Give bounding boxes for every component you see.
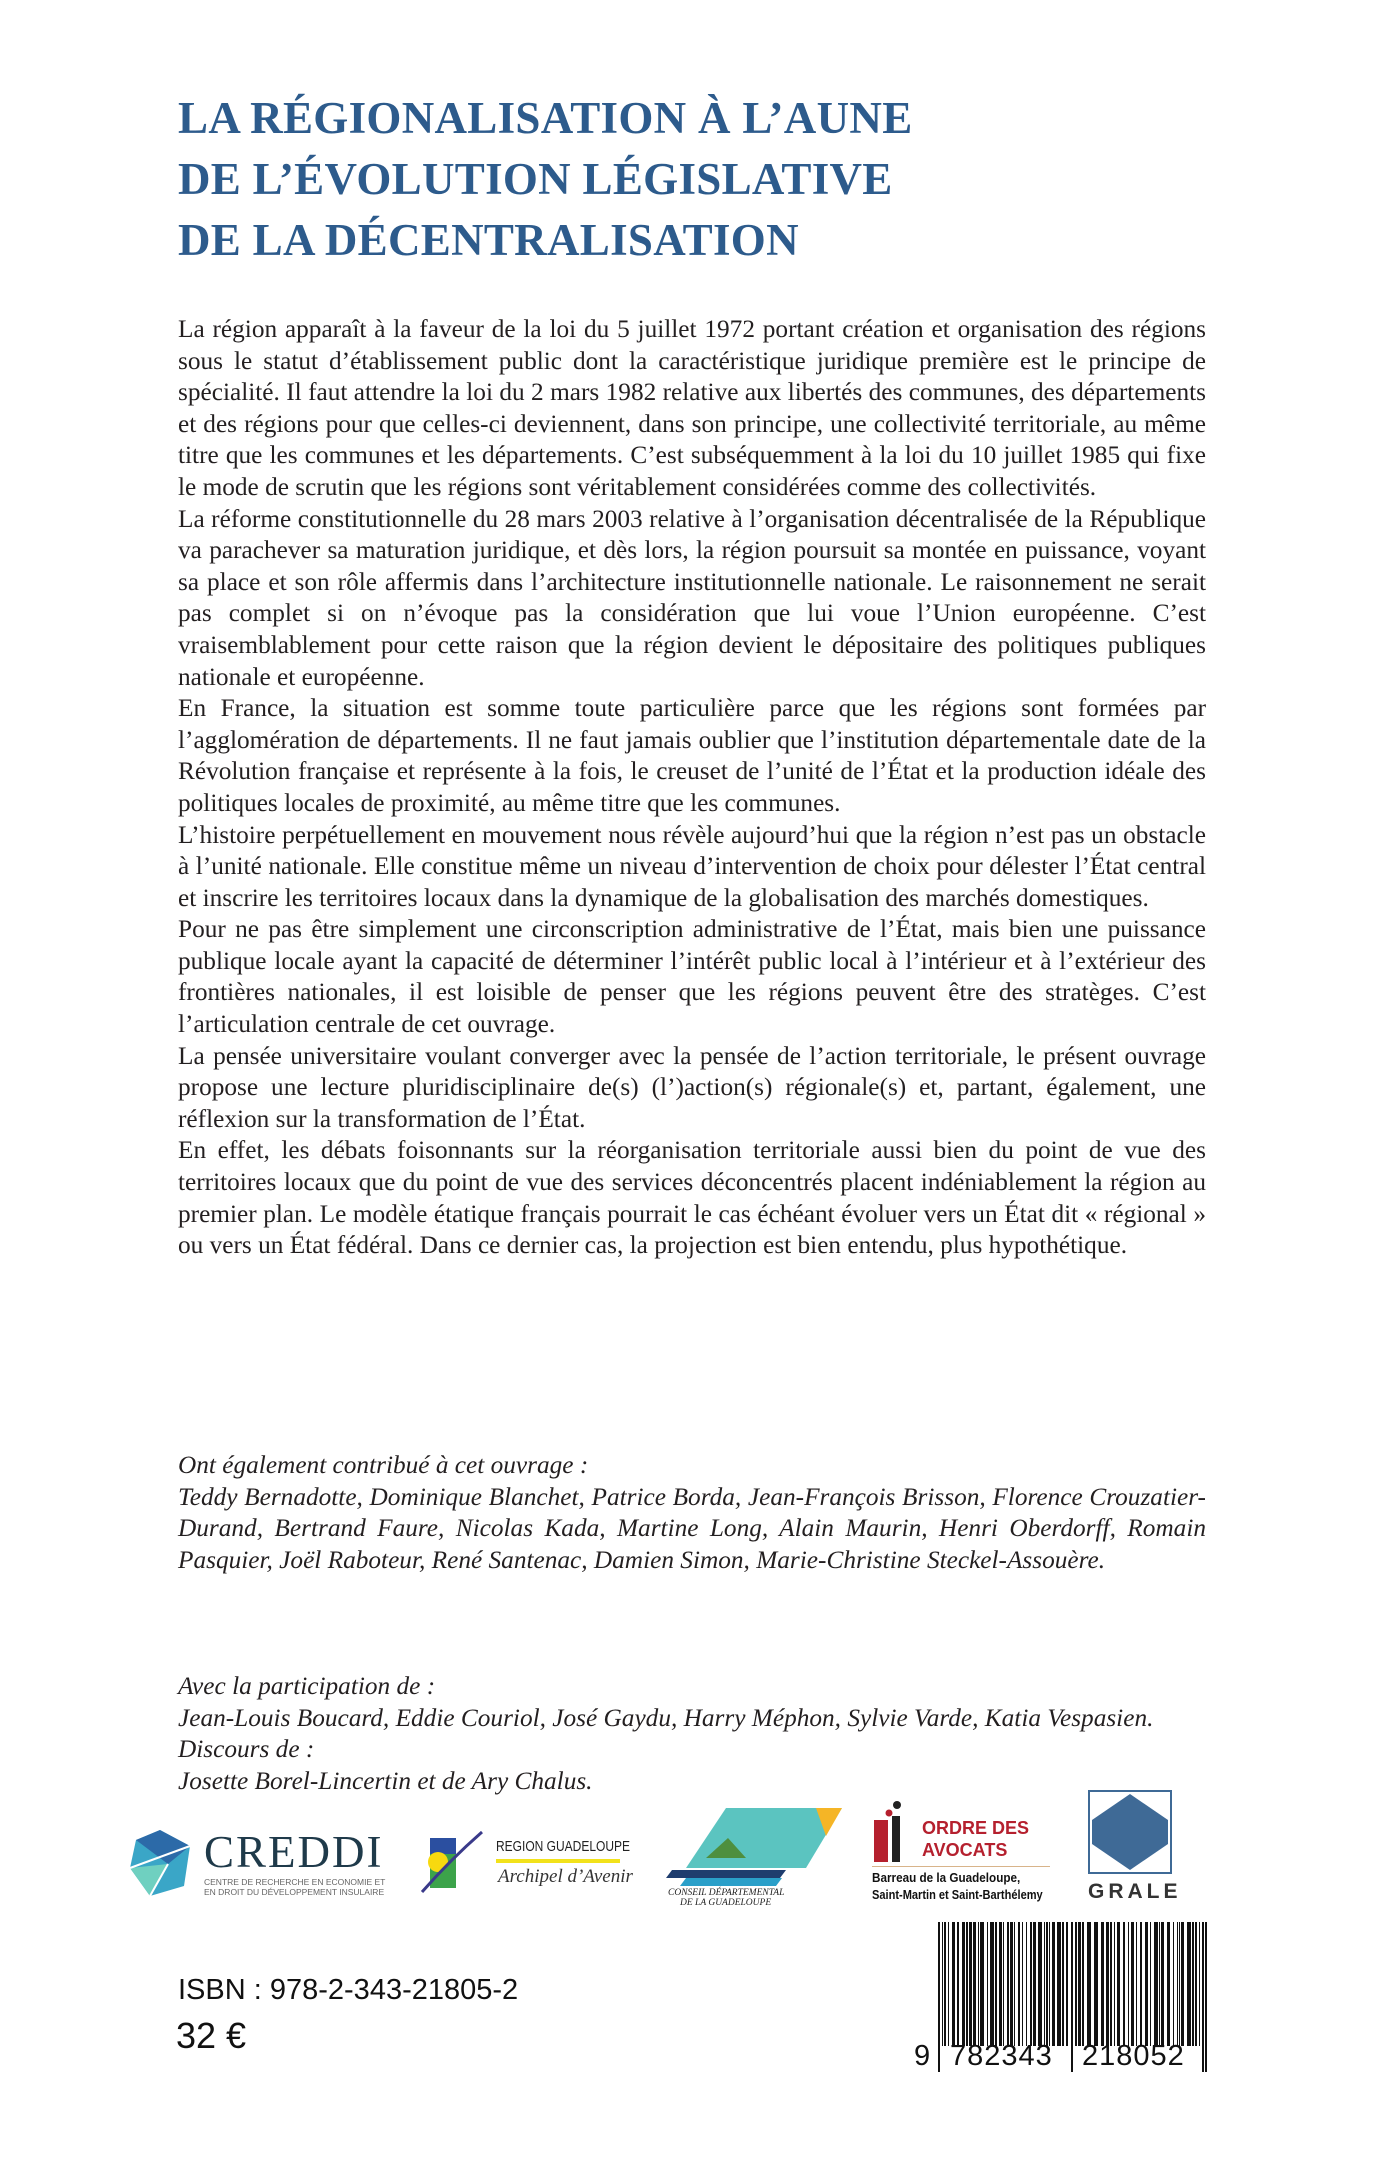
title-line: DE L’ÉVOLUTION LÉGISLATIVE <box>178 154 893 204</box>
price: 32 € <box>176 2015 247 2056</box>
avocats-rule <box>872 1866 1050 1867</box>
barcode-bar <box>948 1922 949 2046</box>
creddi-sub: EN DROIT DU DÉVELOPPEMENT INSULAIRE <box>204 1887 385 1897</box>
barcode-bar <box>1154 1922 1158 2046</box>
barcode-bar <box>962 1922 965 2046</box>
barcode-bar <box>987 1922 988 2046</box>
barcode-bar <box>1082 1922 1084 2046</box>
barcode-bar <box>1177 1922 1178 2046</box>
paragraph: La région apparaît à la faveur de la loi du 5 juillet 1972 portant création et organisation des régions sous le statut d’établissement public dont la caractéristique juridique première est le principe de spécialité. Il faut attendre la loi du 2 mars 1982 relative aux libertés des communes, des départements et des régions pour que celles-ci deviennent, dans son principe, une collectivité territoriale, au même titre que les communes et les départements. C’est subséquemment à la loi du 10 juillet 1985 qui fixe le mode de scrutin que les régions sont véritablement considérées comme des collectivités. <box>178 315 1206 501</box>
barcode-bar <box>1046 1922 1048 2046</box>
title-line: LA RÉGIONALISATION À L’AUNE <box>178 93 913 143</box>
grale-emblem-icon <box>1088 1790 1172 1874</box>
barcode-bar <box>978 1922 979 2046</box>
barcode-bar <box>1110 1922 1112 2046</box>
region-emblem-icon <box>420 1830 490 1896</box>
barcode-bar <box>1114 1922 1115 2046</box>
contributors-names: Teddy Bernadotte, Dominique Blanchet, Patrice Borda, Jean-François Brisson, Florence Crouzatier-Durand, Bertrand Faure, Nicolas Kada, Martine Long, Alain Maurin, Henri Oberdorff, Romain Pasquier, Joël Raboteur, René Santenac, Damien Simon, Marie-Christine Steckel-Assouère. <box>178 1482 1206 1574</box>
barcode-bar <box>1071 1922 1073 2072</box>
barcode-bar <box>1026 1922 1027 2046</box>
avocats-sub: Saint-Martin et Saint-Barthélemy <box>872 1887 1043 1902</box>
barcode-bar <box>942 1922 943 2046</box>
barcode-bar <box>995 1922 997 2046</box>
conseil-line: CONSEIL DÉPARTEMENTAL <box>668 1888 785 1898</box>
paragraph: En France, la situation est somme toute particulière parce que les régions sont formées par l’agglomération de départements. Il ne faut jamais oublier que l’institution départementale date de la Révolution française et représente à la fois, le creuset de l’unité de l’État et la production idéale des politiques locales de proximité, au même titre que les communes. <box>178 694 1206 817</box>
barcode-bar <box>1030 1922 1032 2046</box>
barcode-bar <box>1140 1922 1142 2046</box>
barcode-bar <box>1066 1922 1068 2046</box>
barcode-bar <box>1022 1922 1023 2046</box>
avocats-emblem-icon <box>872 1800 912 1864</box>
barcode-bar <box>1181 1922 1184 2046</box>
barcode-bar <box>980 1922 984 2046</box>
barcode-bar <box>1094 1922 1098 2046</box>
barcode-bar <box>1173 1922 1174 2046</box>
paragraph: Pour ne pas être simplement une circonscription administrative de l’État, mais bien une puissance publique locale ayant la capacité de déterminer l’intérêt public local à l’intérieur et à l’extérieur des frontières nationales, il est loisible de penser que les régions peuvent être des stratèges. C’est l’articulation centrale de cet ouvrage. <box>178 915 1206 1039</box>
creddi-emblem-icon <box>124 1828 196 1898</box>
book-title <box>178 88 913 271</box>
barcode-bar <box>952 1922 955 2046</box>
barcode-bar <box>969 1922 972 2046</box>
barcode-bar <box>1128 1922 1129 2046</box>
barcode-bar <box>1062 1922 1064 2046</box>
barcode-bar <box>1159 1922 1160 2046</box>
barcode-bar <box>1010 1922 1013 2046</box>
barcode-bar <box>1150 1922 1151 2046</box>
barcode-bar <box>1049 1922 1050 2046</box>
barcode-bar <box>990 1922 994 2046</box>
title-line: DE LA DÉCENTRALISATION <box>178 215 799 265</box>
barcode-bar <box>1131 1922 1134 2046</box>
barcode-bar <box>1202 1922 1204 2072</box>
creddi-name: CREDDI <box>204 1827 384 1877</box>
region-yellow-rule <box>496 1859 620 1863</box>
barcode-bar <box>1136 1922 1137 2046</box>
avocats-title: ORDRE DES <box>922 1818 1030 1838</box>
barcode-bar <box>1014 1922 1015 2046</box>
contributors-heading: Ont également contribué à cet ouvrage : <box>178 1451 589 1479</box>
region-guadeloupe-logo <box>420 1830 640 1900</box>
barcode-bar <box>1161 1922 1164 2046</box>
barcode-bar <box>944 1922 946 2046</box>
barcode-bar <box>1087 1922 1091 2046</box>
barcode-bar <box>1145 1922 1148 2046</box>
barcode-bar <box>1003 1922 1004 2046</box>
barcode-bar <box>1106 1922 1109 2046</box>
conseil-emblem-icon <box>666 1808 846 1886</box>
barcode-bar <box>1205 1922 1207 2072</box>
region-name: REGION GUADELOUPE <box>496 1838 631 1855</box>
participation-names: Jean-Louis Boucard, Eddie Couriol, José Gaydu, Harry Méphon, Sylvie Varde, Katia Vespasien. <box>178 1703 1154 1732</box>
conseil-line: DE LA GUADELOUPE <box>680 1898 772 1908</box>
contributors <box>178 1450 1206 1576</box>
paragraph: La pensée universitaire voulant converger avec la pensée de l’action territoriale, le présent ouvrage propose une lecture pluridisciplinaire de(s) (l’)action(s) régionale(s) et, partant, également, une réflexion sur la transformation de l’État. <box>178 1041 1206 1133</box>
participation-heading: Avec la participation de : <box>178 1672 436 1700</box>
barcode-digit: 9 <box>914 2040 931 2072</box>
barcode-bar <box>1078 1922 1081 2046</box>
speech-heading: Discours de : <box>178 1735 315 1764</box>
barcode-digit: 782343 <box>950 2040 1053 2072</box>
barcode-bar <box>957 1922 959 2046</box>
grale-name: GRALE <box>1088 1880 1182 1903</box>
barcode-bar <box>1192 1922 1194 2046</box>
paragraph: En effet, les débats foisonnants sur la réorganisation territoriale aussi bien du point de vue des territoires locaux que du point de vue des services déconcentrés placent indéniablement la région au premier plan. Le modèle étatique français pourrait le cas échéant évoluer vers un État dit « régional » ou vers un État fédéral. Dans ce dernier cas, la projection est bien entendu, plus hypothétique. <box>178 1136 1206 1260</box>
barcode-bar <box>1187 1922 1191 2046</box>
barcode-bar <box>1018 1922 1020 2046</box>
barcode-digit: 218052 <box>1082 2040 1185 2072</box>
barcode-bar <box>1167 1922 1170 2046</box>
barcode-bar <box>1117 1922 1120 2046</box>
conseil-departemental-logo <box>666 1808 846 1908</box>
participation <box>178 1671 1206 1797</box>
barcode-bar <box>966 1922 968 2046</box>
barcode-bar <box>1101 1922 1104 2046</box>
paragraph: L’histoire perpétuellement en mouvement nous révèle aujourd’hui que la région n’est pas un obstacle à l’unité nationale. Elle constitue même un niveau d’intervention de choix pour délester l’État central et inscrire les territoires locaux dans la dynamique de la globalisation des marchés domestiques. <box>178 820 1206 912</box>
region-tagline: Archipel d’Avenir <box>498 1866 633 1887</box>
barcode-bar <box>999 1922 1002 2046</box>
barcode-bar <box>1195 1922 1197 2046</box>
barcode-bar <box>1052 1922 1055 2046</box>
barcode-bar <box>1044 1922 1045 2046</box>
creddi-logo <box>124 1828 394 1900</box>
barcode-bar <box>1199 1922 1200 2046</box>
grale-logo <box>1088 1790 1182 1908</box>
barcode-bar <box>973 1922 976 2046</box>
speech-names: Josette Borel-Lincertin et de Ary Chalus. <box>178 1766 593 1795</box>
barcode-bar <box>1123 1922 1125 2046</box>
barcode-bar <box>1075 1922 1077 2046</box>
avocats-sub: Barreau de la Guadeloupe, <box>872 1870 1021 1885</box>
barcode-bar <box>1038 1922 1042 2046</box>
paragraph: La réforme constitutionnelle du 28 mars 2003 relative à l’organisation décentralisée de la République va parachever sa maturation juridique, et dès lors, la région poursuit sa montée en puissance, voyant sa place et son rôle affermis dans l’architecture institutionnelle nationale. Le raisonnement ne serait pas complet si on n’évoque pas la considération que lui voue l’Union européenne. C’est vraisemblablement pour cette raison que la région devient le dépositaire des politiques publiques nationale et européenne. <box>178 504 1206 691</box>
barcode-bar <box>1179 1922 1180 2046</box>
isbn: ISBN : 978-2-343-21805-2 <box>178 1974 519 2006</box>
barcode-bar <box>938 1922 940 2072</box>
barcode-bar <box>1007 1922 1009 2046</box>
creddi-sub: CENTRE DE RECHERCHE EN ECONOMIE ET <box>204 1877 386 1887</box>
barcode-bar <box>1033 1922 1036 2046</box>
barcode-bar <box>1057 1922 1061 2046</box>
ordre-avocats-logo <box>870 1800 1060 1908</box>
summary-text <box>178 314 1206 1262</box>
avocats-title: AVOCATS <box>922 1840 1008 1860</box>
